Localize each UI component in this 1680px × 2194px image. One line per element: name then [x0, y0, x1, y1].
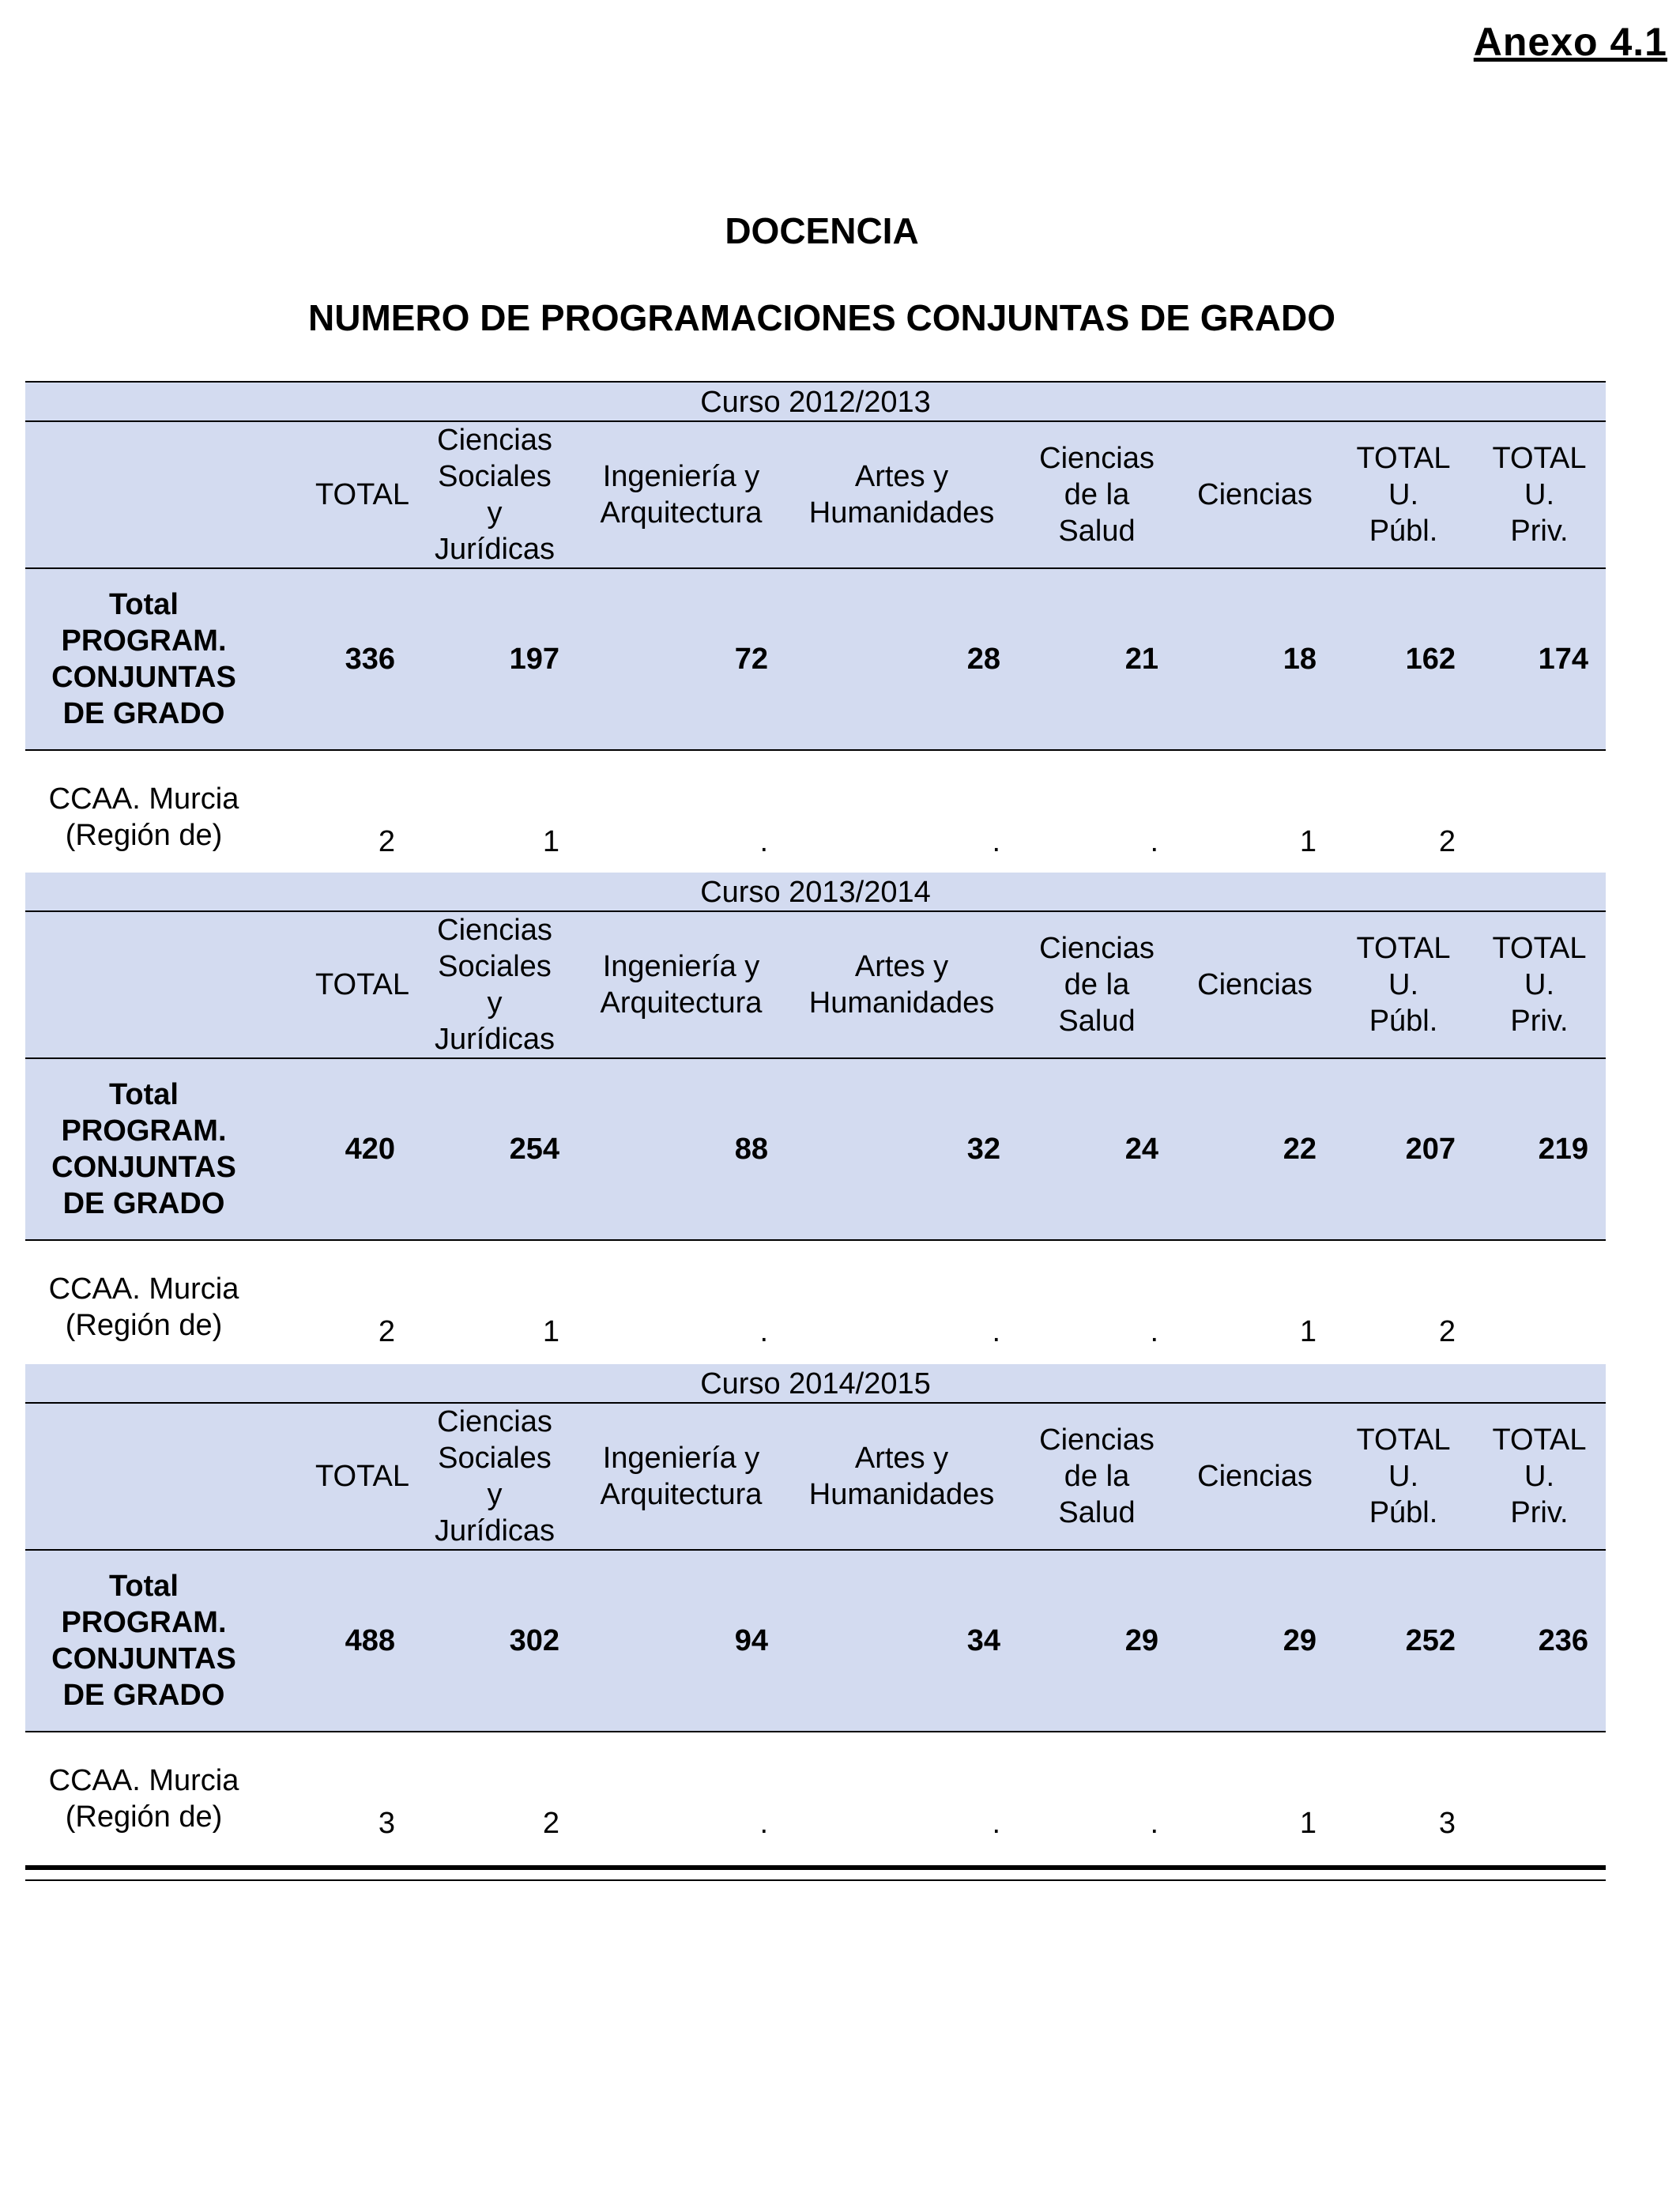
block-separator-thin — [25, 1879, 1606, 1881]
total-row-label: Total PROGRAM. CONJUNTAS DE GRADO — [25, 1550, 262, 1732]
cell: 3 — [1438, 1807, 1456, 1840]
block-separator — [25, 1865, 1606, 1870]
col-ing: Ingeniería y Arquitectura — [577, 912, 785, 1058]
cell: 197 — [412, 568, 577, 750]
col-salud: Ciencias de la Salud — [1018, 912, 1176, 1058]
col-ing: Ingeniería y Arquitectura — [577, 1404, 785, 1550]
cell: 2 — [542, 1807, 559, 1840]
total-row-label: Total PROGRAM. CONJUNTAS DE GRADO — [25, 1058, 262, 1240]
course-block-2013 — [25, 873, 1606, 1389]
total-row-label: Total PROGRAM. CONJUNTAS DE GRADO — [25, 568, 262, 750]
column-header-row — [25, 422, 1606, 568]
cell: . — [759, 825, 768, 858]
col-total: TOTAL — [262, 1404, 412, 1550]
course-table — [25, 422, 1606, 884]
cell: 22 — [1176, 1058, 1334, 1240]
col-ccss: Ciencias Sociales y Jurídicas — [412, 912, 577, 1058]
cell: . — [992, 1315, 1000, 1348]
course-header: Curso 2014/2015 — [25, 1364, 1606, 1404]
course-header: Curso 2013/2014 — [25, 873, 1606, 912]
col-publ: TOTAL U. Públ. — [1334, 422, 1473, 568]
col-salud: Ciencias de la Salud — [1018, 1404, 1176, 1550]
cell: 28 — [785, 568, 1018, 750]
annex-label: Anexo 4.1 — [1473, 20, 1667, 64]
cell: 252 — [1334, 1550, 1473, 1732]
col-artes: Artes y Humanidades — [785, 912, 1018, 1058]
cell: 3 — [378, 1807, 395, 1840]
cell: . — [992, 1807, 1000, 1840]
cell: 94 — [577, 1550, 785, 1732]
course-block-2014 — [25, 1364, 1606, 1881]
col-ciencias: Ciencias — [1176, 1404, 1334, 1550]
col-ccss: Ciencias Sociales y Jurídicas — [412, 422, 577, 568]
total-row — [25, 1058, 1606, 1240]
col-artes: Artes y Humanidades — [785, 1404, 1018, 1550]
cell: 1 — [542, 1315, 559, 1348]
cell: . — [1150, 1807, 1158, 1840]
course-table — [25, 912, 1606, 1374]
course-block-2012 — [25, 381, 1606, 899]
col-total: TOTAL — [262, 912, 412, 1058]
col-publ: TOTAL U. Públ. — [1334, 912, 1473, 1058]
region-row — [25, 1240, 1606, 1374]
cell: 21 — [1018, 568, 1176, 750]
cell: 2 — [1438, 825, 1456, 858]
cell: 254 — [412, 1058, 577, 1240]
col-salud: Ciencias de la Salud — [1018, 422, 1176, 568]
col-ccss: Ciencias Sociales y Jurídicas — [412, 1404, 577, 1550]
cell: 420 — [262, 1058, 412, 1240]
col-ciencias: Ciencias — [1176, 422, 1334, 568]
cell: 29 — [1176, 1550, 1334, 1732]
cell: . — [1150, 825, 1158, 858]
col-ciencias: Ciencias — [1176, 912, 1334, 1058]
cell: . — [759, 1315, 768, 1348]
cell: 1 — [542, 825, 559, 858]
cell: 219 — [1473, 1058, 1606, 1240]
cell: 32 — [785, 1058, 1018, 1240]
cell: . — [759, 1807, 768, 1840]
cell — [1473, 1732, 1606, 1865]
column-header-row — [25, 1404, 1606, 1550]
total-row — [25, 568, 1606, 750]
page-subtitle: NUMERO DE PROGRAMACIONES CONJUNTAS DE GRADO — [308, 297, 1335, 338]
course-header: Curso 2012/2013 — [25, 383, 1606, 422]
col-publ: TOTAL U. Públ. — [1334, 1404, 1473, 1550]
cell: 174 — [1473, 568, 1606, 750]
col-priv: TOTAL U. Priv. — [1473, 422, 1606, 568]
region-row-label: CCAA. Murcia (Región de) — [48, 1764, 239, 1834]
cell: 236 — [1473, 1550, 1606, 1732]
cell: 336 — [262, 568, 412, 750]
col-priv: TOTAL U. Priv. — [1473, 912, 1606, 1058]
cell: 1 — [1299, 1315, 1317, 1348]
page-title: DOCENCIA — [725, 210, 919, 251]
total-row — [25, 1550, 1606, 1732]
cell: 302 — [412, 1550, 577, 1732]
column-header-row — [25, 912, 1606, 1058]
cell: 1 — [1299, 1807, 1317, 1840]
cell: 88 — [577, 1058, 785, 1240]
cell — [1473, 750, 1606, 884]
region-row — [25, 750, 1606, 884]
cell — [1473, 1240, 1606, 1374]
cell: 207 — [1334, 1058, 1473, 1240]
cell: 24 — [1018, 1058, 1176, 1240]
cell: 72 — [577, 568, 785, 750]
cell: 34 — [785, 1550, 1018, 1732]
cell: 29 — [1018, 1550, 1176, 1732]
col-ing: Ingeniería y Arquitectura — [577, 422, 785, 568]
cell: . — [1150, 1315, 1158, 1348]
col-total: TOTAL — [262, 422, 412, 568]
cell: 1 — [1299, 825, 1317, 858]
cell: 488 — [262, 1550, 412, 1732]
region-row-label: CCAA. Murcia (Región de) — [48, 782, 239, 852]
cell: 162 — [1334, 568, 1473, 750]
cell: 2 — [378, 825, 395, 858]
cell: 2 — [378, 1315, 395, 1348]
col-priv: TOTAL U. Priv. — [1473, 1404, 1606, 1550]
cell: 18 — [1176, 568, 1334, 750]
region-row — [25, 1732, 1606, 1865]
cell: 2 — [1438, 1315, 1456, 1348]
region-row-label: CCAA. Murcia (Región de) — [48, 1272, 239, 1342]
course-table — [25, 1404, 1606, 1865]
cell: . — [992, 825, 1000, 858]
col-artes: Artes y Humanidades — [785, 422, 1018, 568]
